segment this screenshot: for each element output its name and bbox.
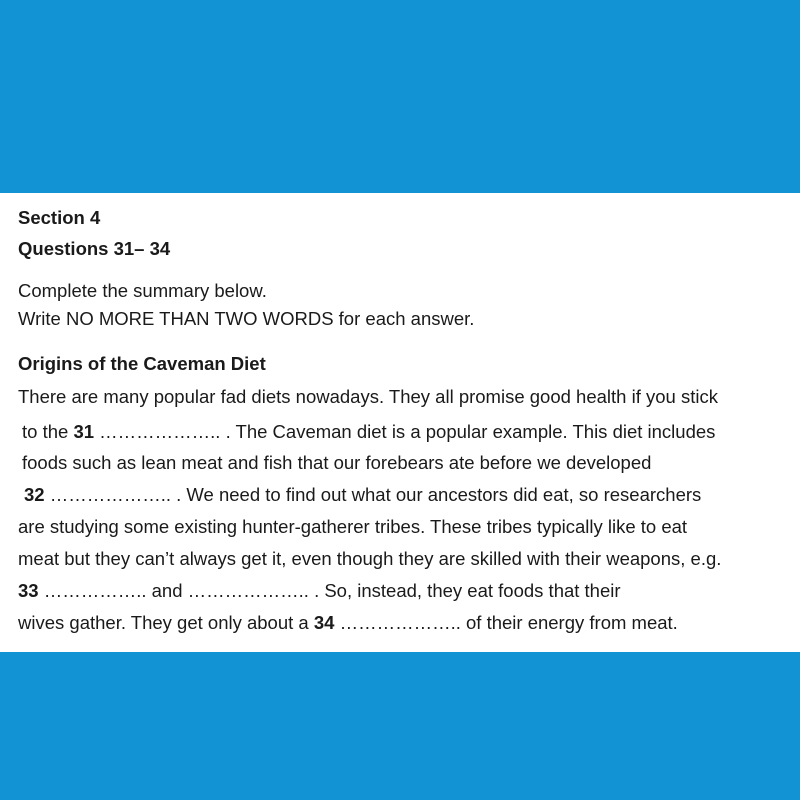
- summary-text: ……………….. of their energy from meat.: [334, 612, 678, 633]
- instruction-line-1: Complete the summary below.: [18, 280, 267, 301]
- question-number-31: 31: [73, 421, 95, 442]
- worksheet-panel: [0, 193, 800, 652]
- top-blue-band: [0, 0, 800, 193]
- summary-text: ……………….. . The Caveman diet is a popular example. This diet includes: [94, 421, 716, 442]
- question-number-33: 33: [18, 580, 39, 601]
- summary-line-7: [18, 580, 621, 602]
- questions-heading: Questions 31– 34: [18, 238, 171, 259]
- section-heading: Section 4: [18, 207, 101, 228]
- summary-text: …………….. and ……………….. . So, instead, they eat foods that their: [38, 580, 621, 601]
- summary-line-6: meat but they can’t always get it, even though they are skilled with their weapons, e.g.: [18, 548, 722, 569]
- question-number-34: 34: [313, 612, 335, 633]
- instruction-line-2: Write NO MORE THAN TWO WORDS for each answer.: [18, 308, 475, 329]
- summary-line-4: [24, 484, 701, 506]
- summary-line-5: are studying some existing hunter-gatherer tribes. These tribes typically like to eat: [18, 516, 688, 537]
- summary-line-3: foods such as lean meat and fish that our forebears ate before we developed: [22, 452, 652, 473]
- summary-text: to the: [22, 421, 74, 442]
- summary-line-2: [22, 421, 715, 443]
- summary-line-1: There are many popular fad diets nowadays. They all promise good health if you stick: [18, 386, 718, 407]
- bottom-blue-band: [0, 652, 800, 800]
- summary-title: Origins of the Caveman Diet: [18, 353, 266, 374]
- summary-text: ……………….. . We need to find out what our ancestors did eat, so researchers: [44, 484, 702, 505]
- summary-text: wives gather. They get only about a: [18, 612, 314, 633]
- summary-line-8: [18, 612, 678, 634]
- question-number-32: 32: [24, 484, 45, 505]
